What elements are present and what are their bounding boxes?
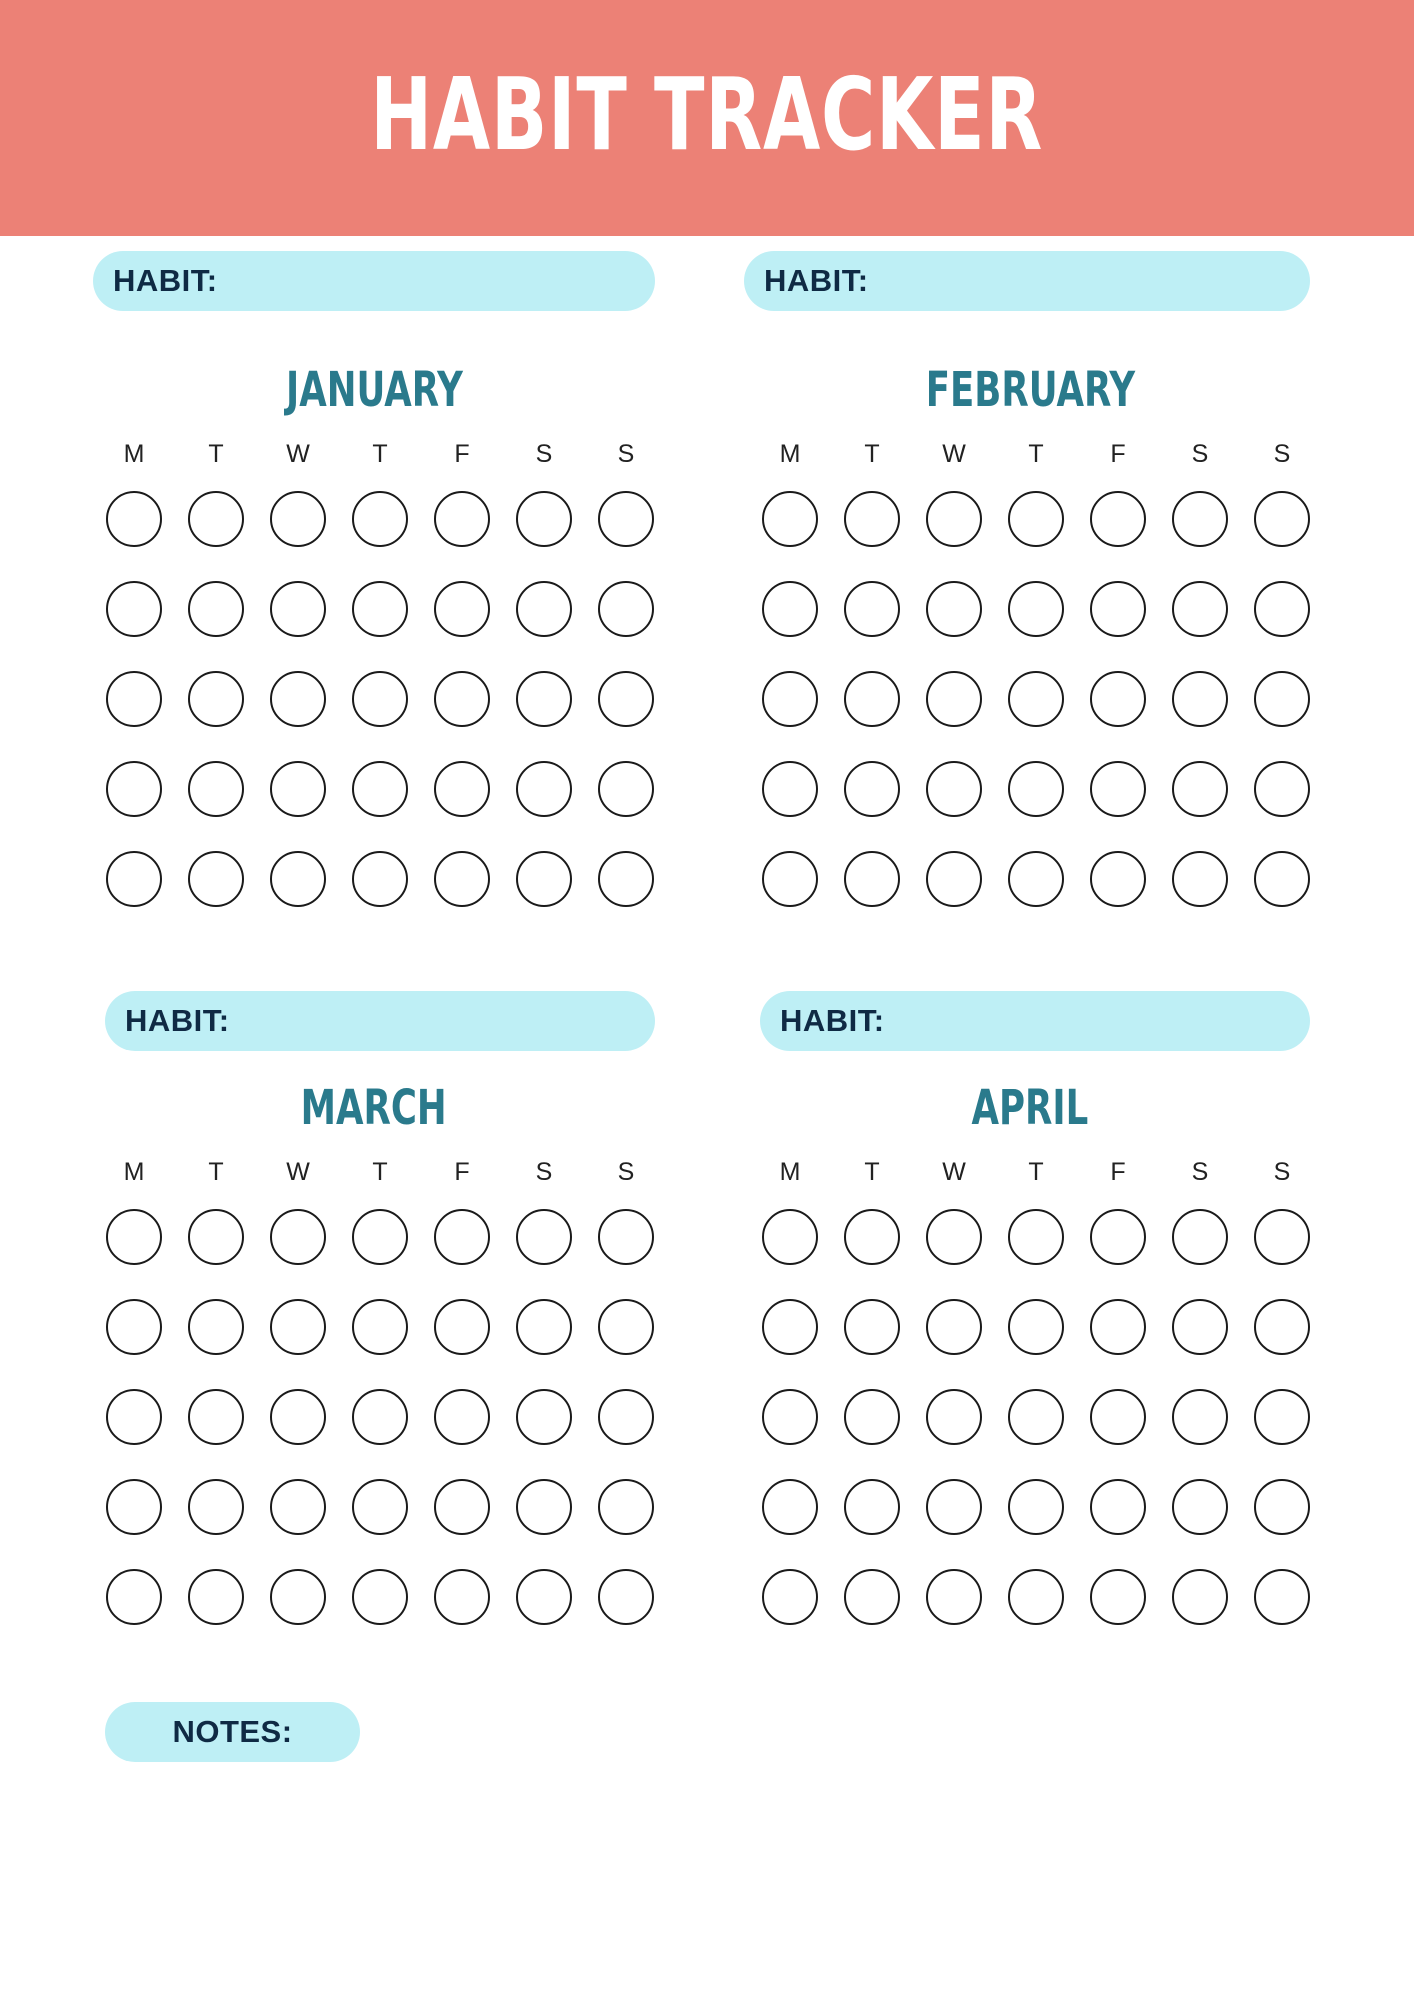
day-checkbox-march[interactable] [516, 1389, 572, 1445]
day-checkbox-april[interactable] [1090, 1479, 1146, 1535]
day-checkbox-january[interactable] [516, 671, 572, 727]
day-checkbox-march[interactable] [598, 1389, 654, 1445]
day-checkbox-march[interactable] [434, 1569, 490, 1625]
day-checkbox-february[interactable] [1008, 581, 1064, 637]
day-checkbox-april[interactable] [1008, 1479, 1064, 1535]
day-checkbox-february[interactable] [926, 491, 982, 547]
weekday-label: M [123, 440, 145, 468]
day-checkbox-february[interactable] [762, 851, 818, 907]
weekday-label: F [1110, 440, 1126, 468]
day-checkbox-april[interactable] [1008, 1389, 1064, 1445]
day-checkbox-april[interactable] [762, 1299, 818, 1355]
day-checkbox-march[interactable] [270, 1569, 326, 1625]
month-block-february [730, 362, 1330, 922]
day-checkbox-january[interactable] [106, 671, 162, 727]
day-checkbox-february[interactable] [844, 491, 900, 547]
day-checkbox-april[interactable] [926, 1479, 982, 1535]
day-checkbox-april[interactable] [762, 1389, 818, 1445]
day-checkbox-february[interactable] [1172, 851, 1228, 907]
day-checkbox-march[interactable] [188, 1209, 244, 1265]
day-checkbox-march[interactable] [188, 1479, 244, 1535]
day-checkbox-march[interactable] [434, 1209, 490, 1265]
day-checkbox-february[interactable] [762, 491, 818, 547]
day-checkbox-february[interactable] [926, 671, 982, 727]
day-checkbox-april[interactable] [844, 1389, 900, 1445]
day-checkbox-january[interactable] [106, 491, 162, 547]
habit-label: HABIT: [125, 1003, 230, 1038]
day-checkbox-february[interactable] [1090, 581, 1146, 637]
day-checkbox-february[interactable] [1172, 491, 1228, 547]
day-checkbox-february[interactable] [1008, 671, 1064, 727]
day-checkbox-april[interactable] [844, 1479, 900, 1535]
weekday-label: S [617, 1158, 635, 1186]
weekday-label: T [208, 440, 224, 468]
day-checkbox-march[interactable] [352, 1209, 408, 1265]
weekday-label: W [286, 440, 310, 468]
day-checkbox-january[interactable] [516, 581, 572, 637]
day-checkbox-april[interactable] [1254, 1389, 1310, 1445]
day-checkbox-february[interactable] [926, 851, 982, 907]
weekday-label: S [535, 440, 553, 468]
weekday-label: F [1110, 1158, 1126, 1186]
notes-field[interactable] [105, 1702, 360, 1762]
day-checkbox-april[interactable] [1172, 1479, 1228, 1535]
day-checkbox-february[interactable] [1254, 491, 1310, 547]
day-checkbox-march[interactable] [106, 1569, 162, 1625]
day-checkbox-march[interactable] [516, 1209, 572, 1265]
month-title-text: MARCH [301, 1080, 447, 1136]
day-checkbox-march[interactable] [352, 1299, 408, 1355]
day-checkbox-april[interactable] [1172, 1299, 1228, 1355]
month-block-april [730, 1080, 1330, 1640]
day-checkbox-march[interactable] [270, 1479, 326, 1535]
day-checkbox-february[interactable] [1008, 761, 1064, 817]
weekday-label: W [942, 440, 966, 468]
day-checkbox-february[interactable] [1008, 851, 1064, 907]
weekday-label: T [372, 440, 388, 468]
weekday-label: M [123, 1158, 145, 1186]
day-checkbox-january[interactable] [352, 851, 408, 907]
day-checkbox-january[interactable] [188, 671, 244, 727]
day-checkbox-january[interactable] [188, 491, 244, 547]
weekday-label: W [942, 1158, 966, 1186]
day-checkbox-march[interactable] [352, 1389, 408, 1445]
day-checkbox-february[interactable] [1090, 491, 1146, 547]
day-checkbox-january[interactable] [352, 581, 408, 637]
day-checkbox-february[interactable] [1254, 851, 1310, 907]
day-checkbox-february[interactable] [1254, 671, 1310, 727]
day-checkbox-march[interactable] [188, 1389, 244, 1445]
day-checkbox-january[interactable] [270, 671, 326, 727]
weekday-label: M [779, 1158, 801, 1186]
day-checkbox-january[interactable] [516, 851, 572, 907]
weekday-label: T [864, 440, 880, 468]
day-checkbox-april[interactable] [1254, 1569, 1310, 1625]
day-checkbox-march[interactable] [598, 1479, 654, 1535]
month-block-january [74, 362, 674, 922]
day-checkbox-march[interactable] [434, 1389, 490, 1445]
habit-field-january[interactable] [93, 251, 655, 311]
day-checkbox-january[interactable] [352, 671, 408, 727]
weekday-label: M [779, 440, 801, 468]
weekday-label: S [1191, 1158, 1209, 1186]
weekday-label: T [208, 1158, 224, 1186]
day-checkbox-january[interactable] [434, 851, 490, 907]
weekday-label: T [864, 1158, 880, 1186]
day-checkbox-january[interactable] [434, 671, 490, 727]
day-checkbox-february[interactable] [762, 761, 818, 817]
day-checkbox-february[interactable] [1172, 761, 1228, 817]
day-checkbox-january[interactable] [352, 761, 408, 817]
day-checkbox-january[interactable] [106, 581, 162, 637]
day-checkbox-january[interactable] [434, 761, 490, 817]
month-title-march [74, 1080, 674, 1136]
day-checkbox-april[interactable] [1254, 1299, 1310, 1355]
day-checkbox-february[interactable] [1090, 851, 1146, 907]
day-checkbox-march[interactable] [352, 1569, 408, 1625]
day-checkbox-february[interactable] [762, 671, 818, 727]
day-checkbox-march[interactable] [352, 1479, 408, 1535]
day-checkbox-april[interactable] [844, 1209, 900, 1265]
day-checkbox-march[interactable] [106, 1479, 162, 1535]
day-checkbox-january[interactable] [598, 491, 654, 547]
day-checkbox-march[interactable] [598, 1209, 654, 1265]
day-checkbox-january[interactable] [270, 851, 326, 907]
day-checkbox-february[interactable] [926, 761, 982, 817]
habit-label: HABIT: [764, 263, 869, 298]
day-checkbox-april[interactable] [762, 1209, 818, 1265]
page-title: HABIT TRACKER [370, 55, 1044, 173]
weekday-label: T [372, 1158, 388, 1186]
day-checkbox-february[interactable] [844, 671, 900, 727]
day-checkbox-april[interactable] [1172, 1569, 1228, 1625]
habit-field-april[interactable] [760, 991, 1310, 1051]
day-checkbox-march[interactable] [598, 1569, 654, 1625]
weekday-label: F [454, 1158, 470, 1186]
day-checkbox-april[interactable] [926, 1299, 982, 1355]
day-checkbox-april[interactable] [1008, 1569, 1064, 1625]
day-checkbox-april[interactable] [926, 1569, 982, 1625]
day-checkbox-february[interactable] [1254, 581, 1310, 637]
day-checkbox-april[interactable] [926, 1389, 982, 1445]
day-checkbox-february[interactable] [844, 851, 900, 907]
habit-field-february[interactable] [744, 251, 1310, 311]
day-checkbox-march[interactable] [516, 1479, 572, 1535]
day-checkbox-february[interactable] [1172, 581, 1228, 637]
habit-label: HABIT: [780, 1003, 885, 1038]
month-title-text: JANUARY [285, 362, 463, 418]
day-checkbox-march[interactable] [188, 1569, 244, 1625]
day-checkbox-april[interactable] [1254, 1479, 1310, 1535]
day-checkbox-april[interactable] [1254, 1209, 1310, 1265]
month-title-text: APRIL [971, 1080, 1089, 1136]
day-checkbox-january[interactable] [188, 581, 244, 637]
day-checkbox-march[interactable] [106, 1209, 162, 1265]
weekday-label: S [535, 1158, 553, 1186]
day-checkbox-february[interactable] [926, 581, 982, 637]
month-title-january [74, 362, 674, 418]
month-title-april [730, 1080, 1330, 1136]
day-checkbox-february[interactable] [1254, 761, 1310, 817]
weekday-label: F [454, 440, 470, 468]
day-checkbox-april[interactable] [926, 1209, 982, 1265]
day-checkbox-april[interactable] [1090, 1209, 1146, 1265]
day-checkbox-january[interactable] [516, 761, 572, 817]
day-checkbox-april[interactable] [1008, 1209, 1064, 1265]
day-checkbox-january[interactable] [434, 491, 490, 547]
weekday-label: W [286, 1158, 310, 1186]
day-checkbox-april[interactable] [1090, 1389, 1146, 1445]
habit-label: HABIT: [113, 263, 218, 298]
day-checkbox-january[interactable] [598, 851, 654, 907]
day-checkbox-february[interactable] [844, 581, 900, 637]
day-checkbox-april[interactable] [1172, 1209, 1228, 1265]
day-checkbox-february[interactable] [1090, 761, 1146, 817]
day-checkbox-february[interactable] [1090, 671, 1146, 727]
notes-label: NOTES: [172, 1714, 293, 1749]
day-checkbox-january[interactable] [434, 581, 490, 637]
day-checkbox-april[interactable] [1090, 1299, 1146, 1355]
weekday-label: T [1028, 440, 1044, 468]
weekday-label: S [1273, 440, 1291, 468]
day-checkbox-march[interactable] [516, 1569, 572, 1625]
day-checkbox-january[interactable] [598, 581, 654, 637]
day-checkbox-march[interactable] [598, 1299, 654, 1355]
day-checkbox-february[interactable] [1008, 491, 1064, 547]
day-checkbox-march[interactable] [434, 1479, 490, 1535]
month-title-text: FEBRUARY [925, 362, 1135, 418]
weekday-label: S [617, 440, 635, 468]
month-title-february [730, 362, 1330, 418]
day-checkbox-january[interactable] [106, 851, 162, 907]
day-checkbox-april[interactable] [1090, 1569, 1146, 1625]
day-checkbox-february[interactable] [762, 581, 818, 637]
day-checkbox-april[interactable] [762, 1569, 818, 1625]
day-checkbox-january[interactable] [598, 671, 654, 727]
day-checkbox-january[interactable] [188, 761, 244, 817]
day-checkbox-march[interactable] [106, 1389, 162, 1445]
day-checkbox-april[interactable] [844, 1569, 900, 1625]
day-checkbox-january[interactable] [106, 761, 162, 817]
day-checkbox-january[interactable] [598, 761, 654, 817]
day-checkbox-january[interactable] [188, 851, 244, 907]
day-checkbox-march[interactable] [106, 1299, 162, 1355]
day-checkbox-april[interactable] [844, 1299, 900, 1355]
header-banner [0, 0, 1414, 236]
habit-field-march[interactable] [105, 991, 655, 1051]
day-checkbox-april[interactable] [762, 1479, 818, 1535]
day-checkbox-january[interactable] [352, 491, 408, 547]
day-checkbox-april[interactable] [1172, 1389, 1228, 1445]
day-checkbox-january[interactable] [516, 491, 572, 547]
day-checkbox-march[interactable] [434, 1299, 490, 1355]
month-block-march [74, 1080, 674, 1640]
day-checkbox-february[interactable] [1172, 671, 1228, 727]
weekday-label: S [1191, 440, 1209, 468]
day-checkbox-january[interactable] [270, 581, 326, 637]
day-checkbox-january[interactable] [270, 491, 326, 547]
day-checkbox-march[interactable] [270, 1299, 326, 1355]
weekday-label: S [1273, 1158, 1291, 1186]
day-checkbox-february[interactable] [844, 761, 900, 817]
day-checkbox-april[interactable] [1008, 1299, 1064, 1355]
weekday-label: T [1028, 1158, 1044, 1186]
day-checkbox-march[interactable] [270, 1389, 326, 1445]
day-checkbox-march[interactable] [188, 1299, 244, 1355]
day-checkbox-march[interactable] [270, 1209, 326, 1265]
day-checkbox-january[interactable] [270, 761, 326, 817]
day-checkbox-march[interactable] [516, 1299, 572, 1355]
